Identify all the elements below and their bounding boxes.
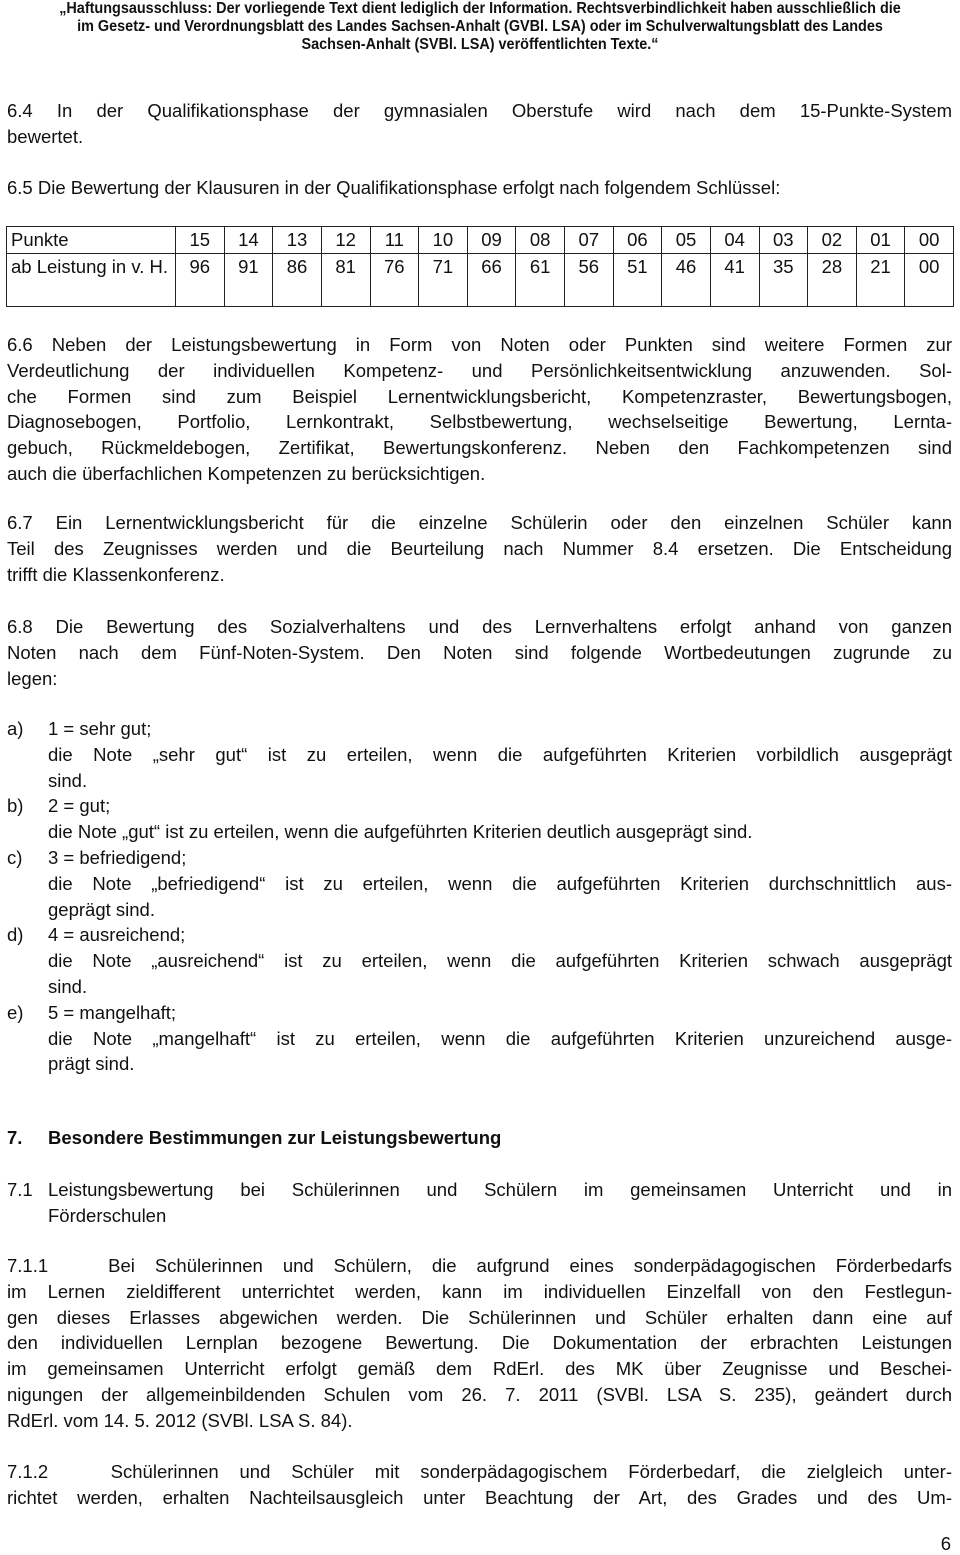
leistung-cell: 41 — [710, 254, 759, 307]
leistung-cell: 35 — [759, 254, 808, 307]
text-line: 4 = ausreichend; — [48, 924, 186, 946]
text-line: richtet werden, erhalten Nachteilsausgleich unter Beachtung der Art, des Grades und des Um- — [7, 1486, 952, 1508]
text-line: trifft die Klassenkonferenz. — [7, 563, 225, 585]
text-line: RdErl. vom 14. 5. 2012 (SVBl. LSA S. 84). — [7, 1409, 353, 1431]
punkte-cell: 06 — [613, 227, 662, 254]
grade-text — [7, 922, 952, 999]
text-line: nigungen der allgemeinbildenden Schulen vom 26. 7. 2011 (SVBl. LSA S. 235), geändert durch — [7, 1383, 952, 1405]
punkte-cell: 13 — [273, 227, 322, 254]
row-label: ab Leistung in v. H. — [7, 254, 176, 307]
text-line: 5 = mangelhaft; — [48, 1001, 177, 1023]
text-line: sind. — [48, 975, 88, 997]
leistung-cell: 76 — [370, 254, 419, 307]
grading-key-table — [6, 226, 954, 307]
grade-item — [7, 845, 952, 922]
section-6-5 — [7, 175, 952, 201]
page-number: 6 — [940, 1533, 951, 1554]
punkte-cell: 10 — [419, 227, 468, 254]
leistung-cell: 86 — [273, 254, 322, 307]
leistung-cell: 61 — [516, 254, 565, 307]
text-line: gebuch, Rückmeldebogen, Zertifikat, Bewertungskonferenz. Neben den Fachkompetenzen sind — [7, 437, 952, 459]
punkte-cell: 03 — [759, 227, 808, 254]
punkte-cell: 15 — [176, 227, 225, 254]
text-line: die Note „sehr gut“ ist zu erteilen, wenn die aufgeführten Kriterien vorbildlich ausgeprägt — [48, 743, 952, 765]
text-line: die Note „gut“ ist zu erteilen, wenn die aufgeführten Kriterien deutlich ausgeprägt sind. — [48, 821, 753, 843]
text-line: 6.4 In der Qualifikationsphase der gymnasialen Oberstufe wird nach dem 15-Punkte-System — [7, 100, 952, 121]
leistung-cell: 66 — [467, 254, 516, 307]
leistung-cell: 96 — [176, 254, 225, 307]
text-line: die Note „ausreichend“ ist zu erteilen, wenn die aufgeführten Kriterien schwach ausgeprägt — [48, 950, 952, 972]
punkte-cell: 07 — [565, 227, 614, 254]
text-line: auch die überfachlichen Kompetenzen zu berücksichtigen. — [7, 462, 486, 484]
text-line: bewertet. — [7, 125, 84, 147]
punkte-cell: 14 — [224, 227, 273, 254]
grade-label: e) — [7, 1001, 24, 1023]
text-line: 1 = sehr gut; — [48, 718, 152, 739]
punkte-cell: 08 — [516, 227, 565, 254]
leistung-cell: 91 — [224, 254, 273, 307]
text-line: Leistungsbewertung bei Schülerinnen und Schülern im gemeinsamen Unterricht und in — [48, 1179, 952, 1200]
grade-label: c) — [7, 847, 23, 868]
section-6-7 — [7, 510, 952, 587]
grade-text — [7, 845, 952, 922]
leistung-cell: 81 — [321, 254, 370, 307]
text-line: 6.6 Neben der Leistungsbewertung in Form von Noten oder Punkten sind weitere Formen zur — [7, 334, 952, 355]
header-line: im Gesetz- und Verordnungsblatt des Landes Sachsen-Anhalt (GVBl. LSA) oder im Schulverwaltungsblatt des Landes — [77, 18, 883, 35]
section-6-8 — [7, 614, 952, 691]
leistung-cell: 00 — [905, 254, 954, 307]
table-row-leistung — [7, 254, 954, 307]
punkte-cell: 05 — [662, 227, 711, 254]
row-label: Punkte — [7, 227, 176, 254]
grade-item — [7, 793, 952, 845]
leistung-cell: 21 — [856, 254, 905, 307]
section-6-6 — [7, 332, 952, 487]
table-row-punkte — [7, 227, 954, 254]
text-line: 3 = befriedigend; — [48, 847, 187, 868]
text-line: sind. — [48, 769, 88, 791]
text-line: im gemeinsamen Unterricht erfolgt gemäß dem RdErl. des MK über Zeugnisse und Beschei- — [7, 1358, 952, 1380]
section-7-1-1 — [7, 1253, 952, 1434]
section-7-1 — [7, 1177, 952, 1229]
grade-text — [7, 1000, 952, 1077]
text-line: 6.7 Ein Lernentwicklungsbericht für die einzelne Schülerin oder den einzelnen Schüler kann — [7, 512, 952, 533]
leistung-cell: 56 — [565, 254, 614, 307]
text-line: Förderschulen — [48, 1204, 167, 1226]
text-line: prägt sind. — [48, 1053, 135, 1075]
punkte-cell: 00 — [905, 227, 954, 254]
section-6-4 — [7, 98, 952, 150]
text-line: Teil des Zeugnisses werden und die Beurteilung nach Nummer 8.4 ersetzen. Die Entscheidung — [7, 537, 952, 559]
punkte-cell: 09 — [467, 227, 516, 254]
grade-item — [7, 922, 952, 999]
grade-label: a) — [7, 718, 24, 739]
grade-text — [7, 793, 952, 845]
punkte-cell: 12 — [321, 227, 370, 254]
section-number: 7.1 — [7, 1179, 33, 1200]
text-line: die Note „mangelhaft“ ist zu erteilen, wenn die aufgeführten Kriterien unzureichend ausge- — [48, 1027, 952, 1049]
section-7-1-2 — [7, 1459, 952, 1511]
text-line: 7.1.1 Bei Schülerinnen und Schülern, die aufgrund eines sonderpädagogischen Förderbedarfs — [7, 1255, 952, 1276]
header-line: Sachsen-Anhalt (SVBl. LSA) veröffentlichten Texte.“ — [301, 36, 659, 53]
punkte-cell: 01 — [856, 227, 905, 254]
text-line: 6.8 Die Bewertung des Sozialverhaltens und des Lernverhaltens erfolgt anhand von ganzen — [7, 616, 952, 637]
punkte-cell: 02 — [808, 227, 857, 254]
leistung-cell: 51 — [613, 254, 662, 307]
section-7-heading — [7, 1125, 952, 1151]
text-line: legen: — [7, 667, 58, 689]
grade-text — [7, 716, 952, 793]
text-line: den individuellen Lernplan bezogene Bewertung. Die Dokumentation der erbrachten Leistungen — [7, 1332, 952, 1354]
leistung-cell: 71 — [419, 254, 468, 307]
text-line: Noten nach dem Fünf-Noten-System. Den Noten sind folgende Wortbedeutungen zugrunde zu — [7, 641, 952, 663]
punkte-cell: 11 — [370, 227, 419, 254]
text-line: geprägt sind. — [48, 898, 155, 920]
disclaimer-header — [34, 0, 927, 54]
text-line: die Note „befriedigend“ ist zu erteilen, wenn die aufgeführten Kriterien durchschnittlich aus- — [48, 872, 952, 894]
grade-item — [7, 716, 952, 793]
punkte-cell: 04 — [710, 227, 759, 254]
text-line: 6.5 Die Bewertung der Klausuren in der Qualifikationsphase erfolgt nach folgendem Schlüssel: — [7, 177, 781, 198]
text-line: che Formen sind zum Beispiel Lernentwicklungsbericht, Kompetenzraster, Bewertungsbogen, — [7, 385, 952, 407]
header-line: „Haftungsausschluss: Der vorliegende Text dient lediglich der Information. Rechtsverbindlichkeit haben ausschließlich die — [59, 0, 901, 17]
leistung-cell: 46 — [662, 254, 711, 307]
text-line: Verdeutlichung der individuellen Kompetenz- und Persönlichkeitsentwicklung anzuwenden. Sol- — [7, 359, 952, 381]
grade-label: d) — [7, 924, 24, 946]
heading-title: Besondere Bestimmungen zur Leistungsbewertung — [48, 1127, 502, 1148]
grade-item — [7, 1000, 952, 1077]
text-line: 7.1.2 Schülerinnen und Schüler mit sonderpädagogischem Förderbedarf, die zielgleich unter- — [7, 1461, 952, 1482]
heading-number: 7. — [7, 1127, 23, 1148]
text-line: gen dieses Erlasses abgewichen werden. Die Schülerinnen und Schüler erhalten dann eine auf — [7, 1306, 952, 1328]
leistung-cell: 28 — [808, 254, 857, 307]
text-line: im Lernen zieldifferent unterrichtet werden, kann im individuellen Einzelfall von den Festlegun- — [7, 1280, 952, 1302]
text-line: 2 = gut; — [48, 795, 111, 817]
grade-label: b) — [7, 795, 24, 817]
text-line: Diagnosebogen, Portfolio, Lernkontrakt, Selbstbewertung, wechselseitige Bewertung, Lernta- — [7, 411, 952, 433]
